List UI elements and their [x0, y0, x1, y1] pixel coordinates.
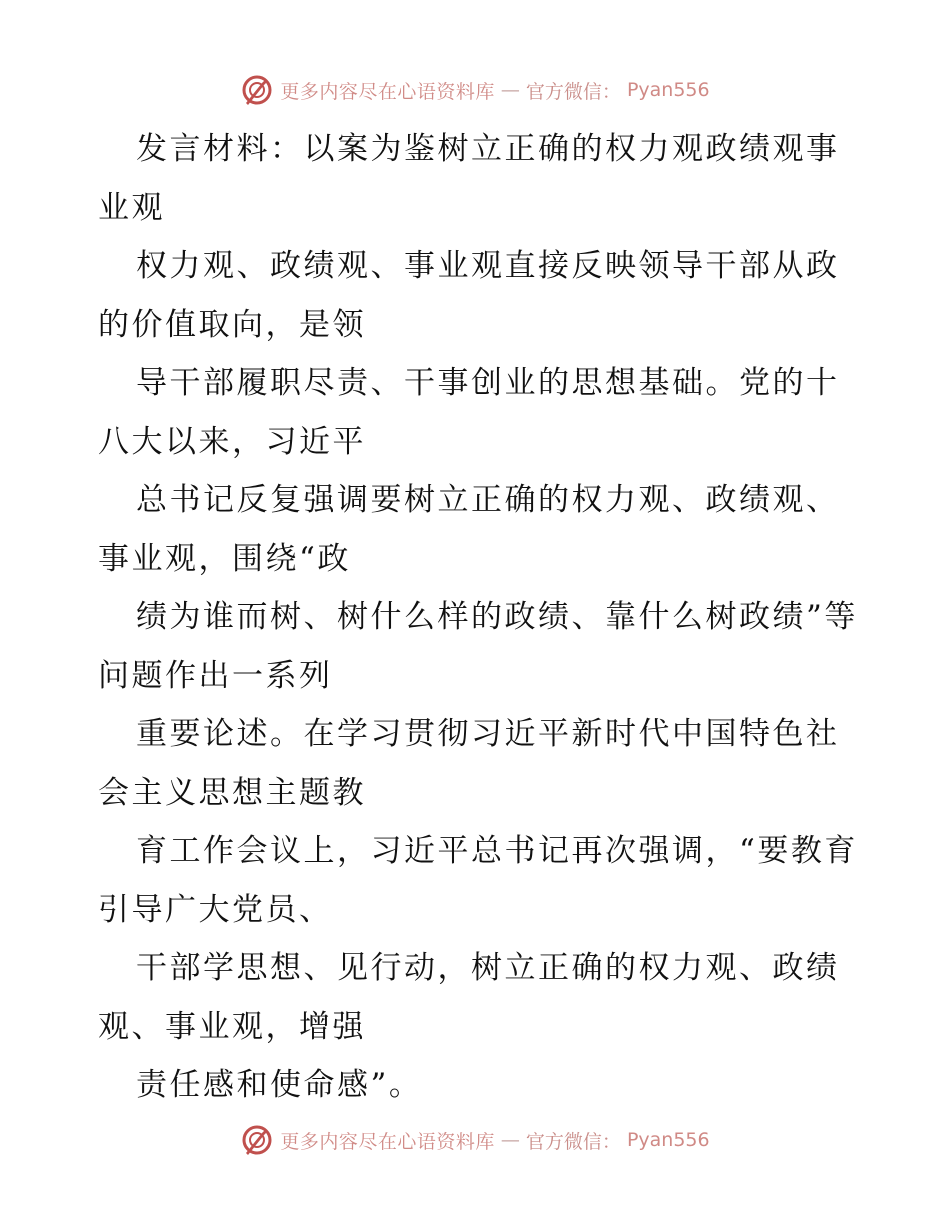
paragraph: 干部学思想、见行动，树立正确的权力观、政绩观、事业观，增强: [98, 950, 840, 1045]
watermark-text: 更多内容尽在心语资料库: [280, 1130, 495, 1153]
paragraph: 重要论述。在学习贯彻习近平新时代中国特色社会主义思想主题教: [98, 716, 840, 811]
watermark-id: Pyan556: [626, 79, 710, 101]
paragraph: 责任感和使命感”。: [136, 1067, 423, 1103]
watermark-text: 更多内容尽在心语资料库: [280, 80, 495, 103]
paragraph: 权力观、政绩观、事业观直接反映领导干部从政的价值取向，是领: [98, 248, 840, 343]
paragraph: 导干部履职尽责、干事创业的思想基础。党的十八大以来，习近平: [98, 365, 840, 460]
watermark-dash: —: [500, 1129, 520, 1151]
paragraph: 总书记反复强调要树立正确的权力观、政绩观、事业观，围绕“政: [98, 482, 840, 577]
watermark-label: 官方微信：: [525, 80, 621, 103]
pen-circle-logo-icon: [240, 73, 274, 107]
watermark-label: 官方微信：: [525, 1130, 621, 1153]
pen-circle-logo-icon: [240, 1123, 274, 1157]
document-body: [98, 120, 858, 1115]
watermark-id: Pyan556: [626, 1129, 710, 1151]
paragraph: 育工作会议上，习近平总书记再次强调，“要教育引导广大党员、: [98, 833, 858, 928]
watermark-dash: —: [500, 79, 520, 101]
header-watermark: [0, 70, 950, 110]
document-title: 发言材料：以案为鉴树立正确的权力观政绩观事业观: [98, 131, 840, 226]
paragraph: 绩为谁而树、树什么样的政绩、靠什么树政绩”等问题作出一系列: [98, 599, 858, 694]
footer-watermark: [0, 1120, 950, 1160]
